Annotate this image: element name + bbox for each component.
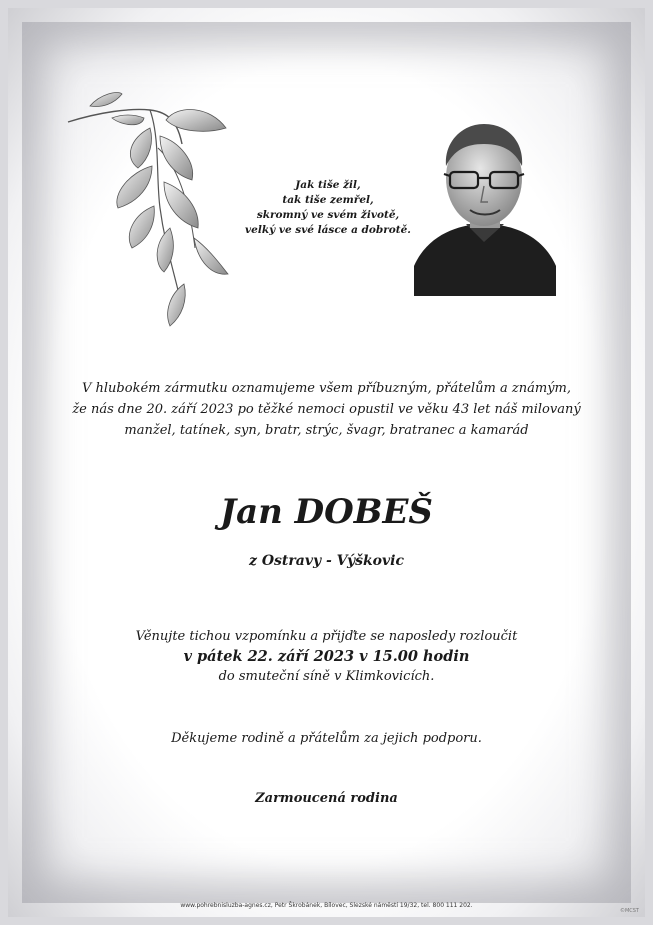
announcement-text (40, 378, 613, 441)
thanks-text: Děkujeme rodině a přátelům za jejich podporu. (171, 731, 482, 746)
announcement-line: že nás dne 20. září 2023 po těžké nemoci opustil ve věku 43 let náš milovaný (72, 402, 581, 417)
family-signature: Zarmoucená rodina (255, 791, 398, 806)
quote-line: tak tiše zemřel, (282, 194, 374, 206)
quote-line: Jak tiše žil, (295, 179, 361, 191)
portrait-photo-icon (410, 116, 560, 296)
leaf-branch-icon (60, 88, 240, 333)
deceased-origin: z Ostravy - Výškovic (249, 553, 404, 569)
quote-line: velký ve své lásce a dobrotě. (245, 224, 411, 236)
quote-line: skromný ve svém životě, (256, 209, 400, 221)
funeral-place: do smuteční síně v Klimkovicích. (218, 669, 435, 684)
announcement-line: V hlubokém zármutku oznamujeme všem příbuzným, přátelům a známým, (82, 381, 571, 396)
funeral-service-footer: www.pohrebnisluzba-agnes.cz, Petr Škrobánek, Bílovec, Slezské náměstí 19/32, tel. 800 111 202. (180, 902, 473, 909)
memorial-quote (243, 178, 413, 238)
announcement-line: manžel, tatínek, syn, bratr, strýc, švagr, bratranec a kamarád (124, 423, 529, 438)
deceased-name: Jan DOBEŠ (220, 492, 433, 532)
funeral-date: v pátek 22. září 2023 v 15.00 hodin (183, 648, 470, 665)
funeral-invite: Věnujte tichou vzpomínku a přijďte se naposledy rozloučit (135, 629, 518, 644)
funeral-details (40, 627, 613, 687)
corner-mark: ©MCST (619, 908, 639, 914)
